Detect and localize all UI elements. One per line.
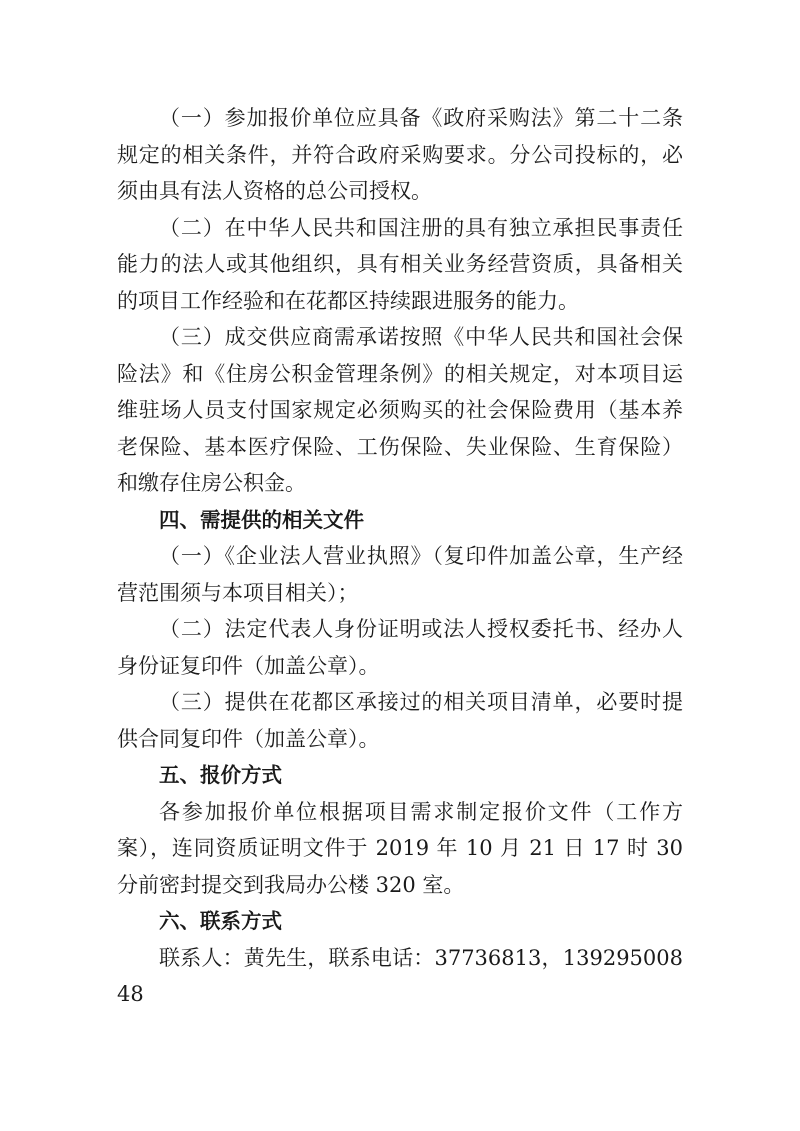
section-heading-contact: 六、联系方式 — [159, 909, 282, 933]
paragraph-document-2: （二）法定代表人身份证明或法人授权委托书、经办人身份证复印件（加盖公章）。 — [117, 617, 683, 678]
paragraph-quotation: 各参加报价单位根据项目需求制定报价文件（工作方案），连同资质证明文件于 2019 年 10 月 21 日 17 时 30 分前密封提交到我局办公楼 320 室。 — [117, 799, 683, 897]
paragraph-requirement-3: （三）成交供应商需承诺按照《中华人民共和国社会保险法》和《住房公积金管理条例》的相关规定，对本项目运维驻场人员支付国家规定必须购买的社会保险费用（基本养老保险、基本医疗保险、工伤保险、失业保险、生育保险）和缴存住房公积金。 — [117, 325, 683, 495]
paragraph-requirement-1: （一）参加报价单位应具备《政府采购法》第二十二条规定的相关条件，并符合政府采购要求。分公司投标的，必须由具有法人资格的总公司授权。 — [117, 106, 683, 203]
paragraph-document-3: （三）提供在花都区承接过的相关项目清单，必要时提供合同复印件（加盖公章）。 — [117, 690, 683, 751]
section-heading-required-documents: 四、需提供的相关文件 — [159, 507, 364, 532]
section-heading-quotation-method: 五、报价方式 — [159, 763, 282, 787]
document-body — [117, 100, 683, 1013]
paragraph-document-1: （一）《企业法人营业执照》（复印件加盖公章，生产经营范围须与本项目相关）； — [117, 544, 683, 605]
paragraph-contact: 联系人：黄先生，联系电话：37736813，13929500848 — [117, 945, 683, 1006]
paragraph-requirement-2: （二）在中华人民共和国注册的具有独立承担民事责任能力的法人或其他组织，具有相关业务经营资质，具备相关的项目工作经验和在花都区持续跟进服务的能力。 — [117, 215, 683, 313]
